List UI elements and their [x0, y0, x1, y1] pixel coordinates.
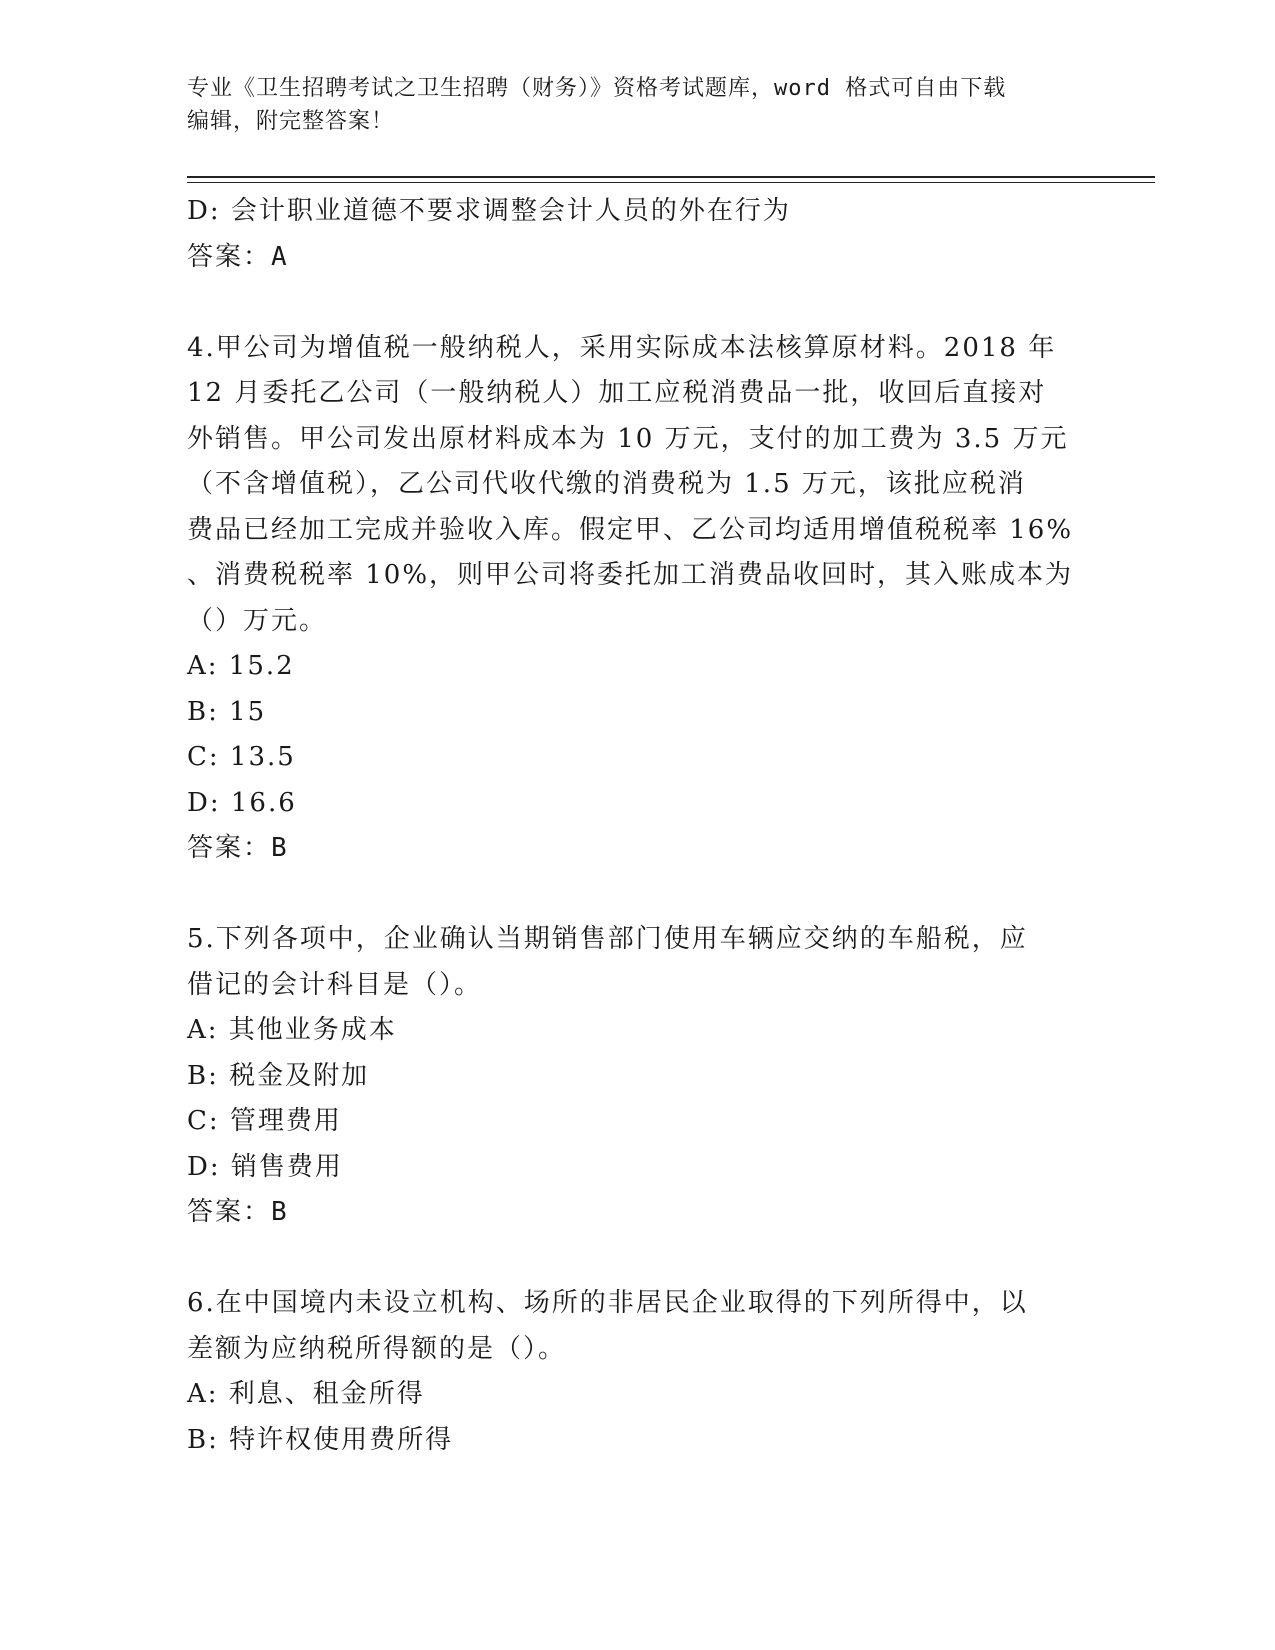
option-c: C: 13.5: [187, 742, 296, 772]
option-c: C: 管理费用: [187, 1106, 342, 1136]
question-stem-line: 6.在中国境内未设立机构、场所的非居民企业取得的下列所得中，以: [187, 1288, 1028, 1318]
question-stem-line: 、消费税税率 10%，则甲公司将委托加工消费品收回时，其入账成本为: [187, 560, 1074, 590]
question-stem-line: 差额为应纳税所得额的是（）。: [187, 1333, 567, 1364]
spacer: [187, 1236, 1087, 1282]
option-d: D: 会计职业道德不要求调整会计人员的外在行为: [187, 196, 791, 226]
answer-line: 答案：A: [187, 241, 289, 272]
question-stem-line: 借记的会计科目是（）。: [187, 969, 483, 1000]
page-header: [187, 72, 1087, 138]
question-content: [187, 189, 1087, 1463]
question-stem-line: 外销售。甲公司发出原材料成本为 10 万元，支付的加工费为 3.5 万元: [187, 423, 1069, 454]
question-stem-line: （不含增值税），乙公司代收代缴的消费税为 1.5 万元，该批应税消: [187, 469, 1026, 499]
question-6: [187, 1281, 1087, 1463]
question-4: [187, 326, 1087, 872]
option-b: B: 15: [187, 696, 267, 727]
header-rule-thick: [187, 176, 1155, 178]
option-b: B: 税金及附加: [187, 1060, 370, 1091]
spacer: [187, 280, 1087, 326]
option-a: A: 其他业务成本: [187, 1015, 397, 1045]
answer-line: 答案：B: [187, 1197, 289, 1227]
header-line-1: 专业《卫生招聘考试之卫生招聘（财务）》资格考试题库，word 格式可自由下载: [187, 76, 1007, 101]
spacer: [187, 872, 1087, 918]
question-stem-line: 12 月委托乙公司（一般纳税人）加工应税消费品一批，收回后直接对: [187, 378, 1047, 408]
option-d: D: 销售费用: [187, 1151, 343, 1182]
option-a: A: 利息、租金所得: [187, 1379, 425, 1409]
question-stem-line: 4.甲公司为增值税一般纳税人，采用实际成本法核算原材料。2018 年: [187, 332, 1057, 363]
answer-line: 答案：B: [187, 833, 289, 863]
header-line-2: 编辑，附完整答案！: [187, 109, 395, 134]
option-d: D: 16.6: [187, 787, 297, 818]
option-b: B: 特许权使用费所得: [187, 1424, 454, 1455]
header-rule-thin: [187, 182, 1155, 183]
question-stem-line: 5.下列各项中，企业确认当期销售部门使用车辆应交纳的车船税，应: [187, 924, 1028, 954]
question-stem-line: 费品已经加工完成并验收入库。假定甲、乙公司均适用增值税税率 16%: [187, 514, 1074, 545]
question-stem-line: （）万元。: [187, 605, 328, 636]
question-5: [187, 917, 1087, 1236]
option-a: A: 15.2: [187, 651, 295, 681]
